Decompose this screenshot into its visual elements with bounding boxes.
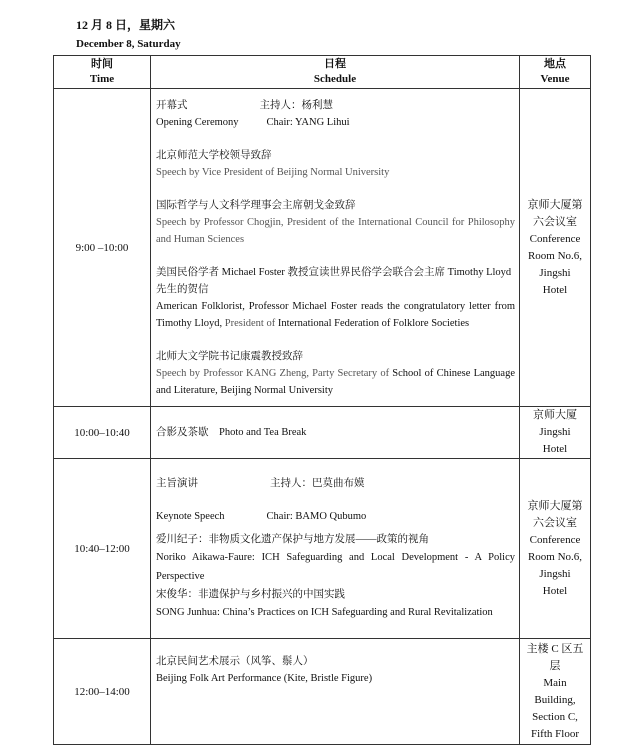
table-row	[54, 459, 591, 639]
talk-zh: 爱川纪子：非物质文化遗产保护与地方发展——政策的视角	[156, 534, 429, 545]
speech-zh: 国际哲学与人文科学理事会主席朝戈金致辞	[156, 199, 356, 211]
speech-zh: 美国民俗学者 Michael Foster 教授宣读世界民俗学会联合会主席 Timothy Lloyd 先生的贺信	[156, 266, 512, 295]
speech-en: American Folklorist, Professor Michael Foster reads the congratulatory letter from Timothy Lloyd, President of International Federation of Folklore Societies	[156, 300, 515, 329]
talk-en: Noriko Aikawa-Faure: ICH Safeguarding and Local Development - A Policy Perspective	[156, 552, 515, 582]
table-header-row	[54, 56, 591, 89]
time-cell: 9:00 –10:00	[54, 89, 151, 407]
keynote-title-zh: 主旨演讲	[156, 478, 198, 489]
venue-cell: 京师大厦第 六会议室 Conference Room No.6, Jingshi Hotel	[520, 89, 591, 407]
venue-cell: 京师大厦第 六会议室 Conference Room No.6, Jingshi Hotel	[520, 459, 591, 639]
header-time: 时间 Time	[54, 56, 151, 89]
schedule-cell	[151, 639, 520, 745]
schedule-table	[53, 55, 591, 745]
talk-en: SONG Junhua: China’s Practices on ICH Safeguarding and Rural Revitalization	[156, 607, 493, 618]
keynote-chair-zh: 主持人：巴莫曲布嫫	[270, 478, 365, 489]
speech-en: Speech by Professor Chogjin, President of the International Council for Philosophy and Human Sciences	[156, 216, 515, 245]
keynote-chair-en: Chair: BAMO Qubumo	[266, 511, 367, 522]
date-heading-en: December 8, Saturday	[76, 38, 181, 50]
header-schedule: 日程 Schedule	[151, 56, 520, 89]
schedule-cell	[151, 89, 520, 407]
activity-zh: 北京民间艺术展示（风筝、鬃人）	[156, 656, 314, 667]
keynote-title-en: Keynote Speech	[156, 511, 225, 522]
date-heading-zh: 12 月 8 日，星期六	[76, 18, 176, 32]
activity-zh: 合影及茶歇	[156, 427, 209, 438]
schedule-cell	[151, 407, 520, 459]
time-cell: 10:00–10:40	[54, 407, 151, 459]
speech-zh: 北京师范大学校领导致辞	[156, 149, 272, 161]
activity-en: Photo and Tea Break	[219, 427, 307, 438]
opening-chair-zh: 主持人：杨利慧	[259, 99, 333, 111]
opening-title-zh: 开幕式	[156, 99, 188, 111]
time-cell: 10:40–12:00	[54, 459, 151, 639]
speech-en: Speech by Vice President of Beijing Normal University	[156, 166, 390, 178]
speech-zh: 北师大文学院书记康震教授致辞	[156, 350, 303, 362]
table-row	[54, 639, 591, 745]
activity-en: Beijing Folk Art Performance (Kite, Bristle Figure)	[156, 673, 373, 684]
table-row	[54, 407, 591, 459]
talk-zh: 宋俊华：非遗保护与乡村振兴的中国实践	[156, 589, 345, 600]
header-venue: 地点 Venue	[520, 56, 591, 89]
opening-title-en: Opening Ceremony	[156, 116, 239, 128]
venue-cell: 京师大厦 Jingshi Hotel	[520, 407, 591, 459]
opening-chair-en: Chair: YANG Lihui	[266, 116, 350, 128]
table-row	[54, 89, 591, 407]
speech-en: Speech by Professor KANG Zheng, Party Secretary of School of Chinese Language and Literature, Beijing Normal University	[156, 367, 515, 396]
venue-cell: 主楼 C 区五 层 Main Building, Section C, Fifth Floor	[520, 639, 591, 745]
time-cell: 12:00–14:00	[54, 639, 151, 745]
schedule-cell	[151, 459, 520, 639]
